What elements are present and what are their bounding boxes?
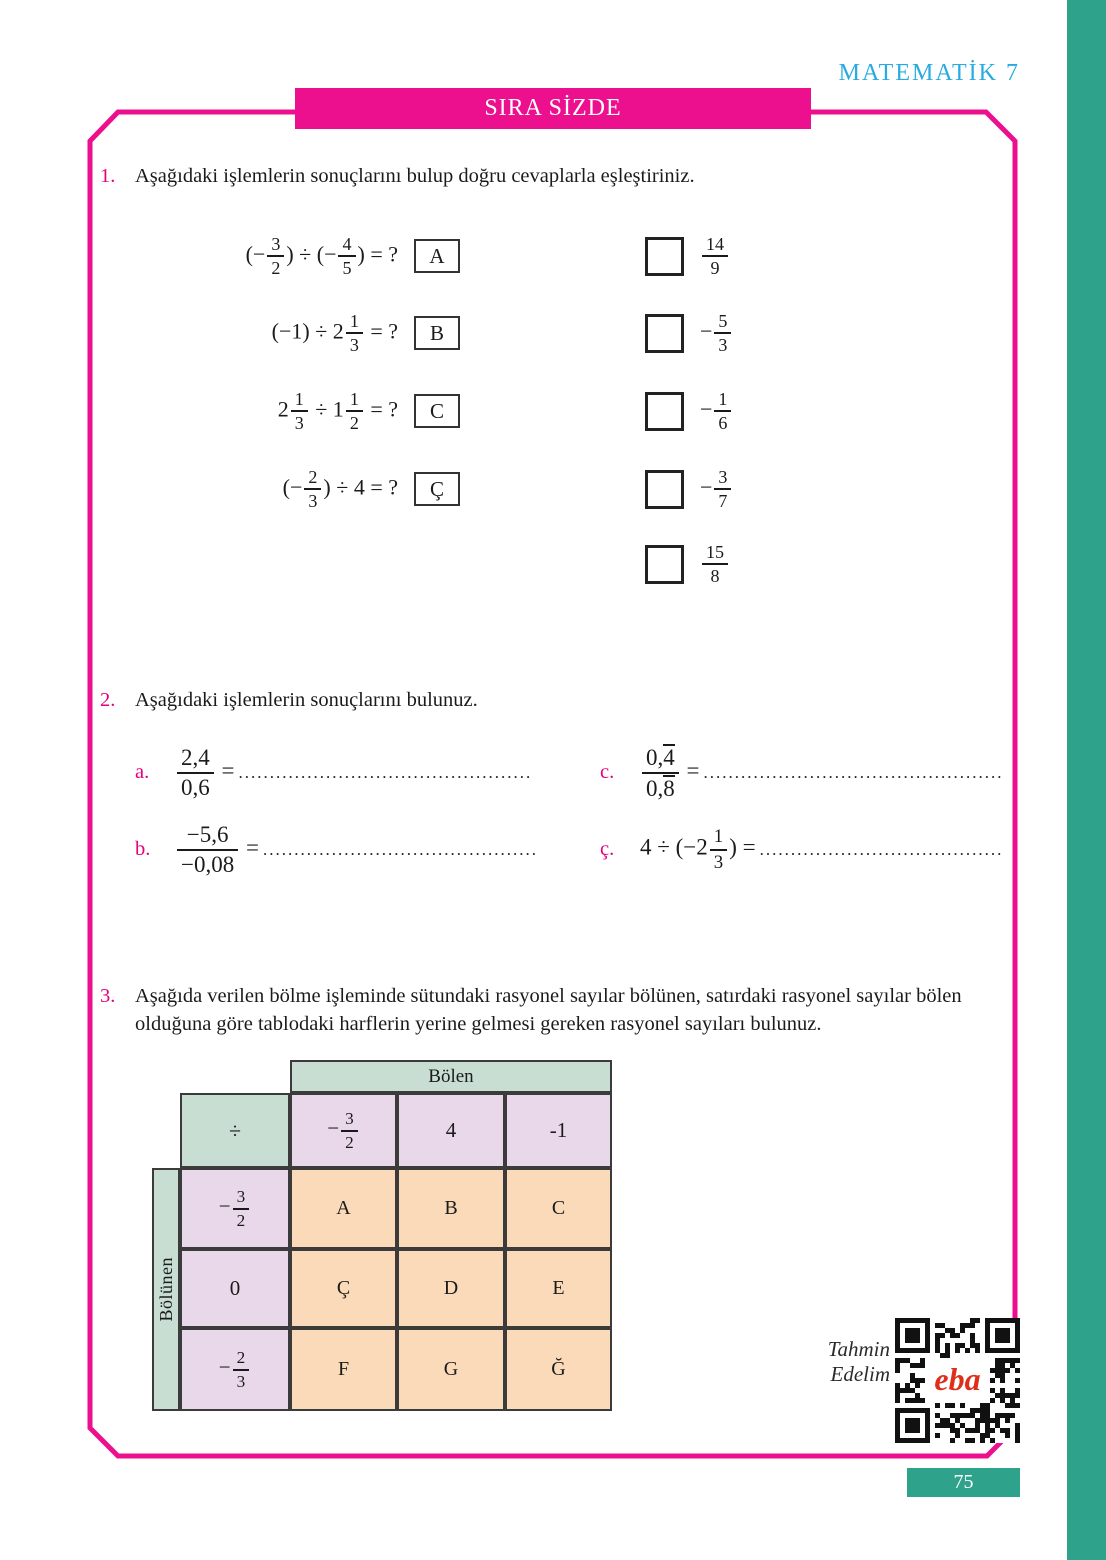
course-label: MATEMATİK 7 <box>838 60 1020 86</box>
answer-match-box[interactable] <box>645 470 684 509</box>
table-answer-cell[interactable]: D <box>397 1249 505 1328</box>
table-answer-cell[interactable]: A <box>290 1168 397 1249</box>
qr-code <box>895 1318 1020 1443</box>
table-answer-cell[interactable]: C <box>505 1168 612 1249</box>
math-expression: 2 $\frac{1}{3}$ ÷ 1 $\frac{1}{2}$ = ? <box>277 388 398 433</box>
page-number-badge <box>907 1468 1020 1497</box>
answer-blank-line[interactable]: ....................................... <box>759 839 1004 859</box>
problem-letter-box <box>414 394 460 428</box>
problem-letter: Ç <box>429 476 444 501</box>
table-answer-cell[interactable]: Ç <box>290 1249 397 1328</box>
question-number: 1. <box>100 165 116 187</box>
table-row-group-header: Bölünen <box>152 1168 180 1411</box>
answer-blank-line[interactable]: ............................................ <box>262 839 538 859</box>
page-number: 75 <box>953 1471 974 1493</box>
problem-letter-box <box>414 316 460 350</box>
math-expression: 4 ÷ (−2 $\frac{1}{3}$ ) = <box>640 826 756 873</box>
table-row-header: 0 <box>180 1249 290 1328</box>
problem-letter-box <box>414 472 460 506</box>
question-3-header <box>100 983 1005 1038</box>
answer-value: − $\frac{5}{3}$ <box>700 311 733 355</box>
answer-match-box[interactable] <box>645 237 684 276</box>
table-column-header: − $\frac{3}{2}$ <box>290 1093 397 1168</box>
table-column-header: 4 <box>397 1093 505 1168</box>
question-prompt: Aşağıdaki işlemlerin sonuçlarını bulup doğru cevaplarla eşleştiriniz. <box>135 165 695 187</box>
answer-match-box[interactable] <box>645 545 684 584</box>
answer-blank-line[interactable]: ................................................ <box>703 762 1004 782</box>
match-problem-row <box>160 224 460 288</box>
answer-blank-line[interactable]: ............................................... <box>238 762 533 782</box>
section-banner <box>295 88 811 129</box>
eba-logo: eba <box>934 1361 981 1397</box>
table-column-group-header: Bölen <box>290 1060 612 1093</box>
problem-letter: B <box>429 320 444 345</box>
answer-value: − $\frac{1}{6}$ <box>700 389 733 433</box>
table-row-header: − $\frac{3}{2}$ <box>180 1168 290 1249</box>
table-answer-cell[interactable]: Ğ <box>505 1328 612 1411</box>
section-banner-title: SIRA SİZDE <box>484 95 622 121</box>
math-expression: $\frac{-5,6}{-0,08}$ = <box>175 822 259 878</box>
table-operator-cell: ÷ <box>180 1093 290 1168</box>
table-answer-cell[interactable]: G <box>397 1328 505 1411</box>
answer-value: − $\frac{3}{7}$ <box>700 467 733 511</box>
match-problem-row <box>160 379 460 443</box>
problem-letter-box <box>414 239 460 273</box>
answer-value: $\frac{15}{8}$ <box>700 542 730 586</box>
qr-caption: Tahmin Edelim <box>827 1337 890 1386</box>
division-table <box>152 1060 612 1411</box>
exercise-item-a <box>135 735 575 810</box>
match-answer-row <box>645 224 945 288</box>
item-label: c. <box>600 761 615 783</box>
math-expression: (− $\frac{3}{2}$ ) ÷ (− $\frac{4}{5}$ ) = ? <box>245 233 398 278</box>
question-number: 2. <box>100 689 116 711</box>
exercise-item-c <box>600 735 1040 810</box>
table-answer-cell[interactable]: E <box>505 1249 612 1328</box>
match-problem-row <box>160 457 460 521</box>
answer-match-box[interactable] <box>645 392 684 431</box>
problem-letter: A <box>429 243 445 268</box>
exercise-item-b <box>135 812 575 887</box>
answer-value: $\frac{14}{9}$ <box>700 234 730 278</box>
side-color-band <box>1067 0 1106 1560</box>
question-1-header <box>100 163 1000 191</box>
math-expression: $\frac{2,4}{0,6}$ = <box>175 745 234 801</box>
match-problem-row <box>160 301 460 365</box>
answer-match-box[interactable] <box>645 314 684 353</box>
question-number: 3. <box>100 985 116 1007</box>
item-label: b. <box>135 838 151 860</box>
math-expression: (− $\frac{2}{3}$ ) ÷ 4 = ? <box>282 466 398 511</box>
question-2-header <box>100 687 1000 715</box>
math-expression: $\frac{0,4}{0,8}$ = <box>640 744 699 802</box>
problem-letter: C <box>429 398 444 423</box>
match-answer-row <box>645 457 945 521</box>
item-label: a. <box>135 761 150 783</box>
math-expression: (−1) ÷ 2 $\frac{1}{3}$ = ? <box>271 310 398 355</box>
question-prompt: Aşağıdaki işlemlerin sonuçlarını bulunuz. <box>135 689 478 711</box>
question-prompt: Aşağıda verilen bölme işleminde sütundaki rasyonel sayılar bölünen, satırdaki rasyonel sayılar bölen olduğuna göre tablodaki harflerin yerine gelmesi gereken rasyonel sayıları bulunuz. <box>135 985 962 1035</box>
table-column-header: -1 <box>505 1093 612 1168</box>
match-answer-row <box>645 532 945 596</box>
table-row-header: − $\frac{2}{3}$ <box>180 1328 290 1411</box>
item-label: ç. <box>600 838 615 860</box>
table-answer-cell[interactable]: B <box>397 1168 505 1249</box>
exercise-item-cedilla <box>600 812 1040 887</box>
table-answer-cell[interactable]: F <box>290 1328 397 1411</box>
match-answer-row <box>645 379 945 443</box>
match-answer-row <box>645 301 945 365</box>
